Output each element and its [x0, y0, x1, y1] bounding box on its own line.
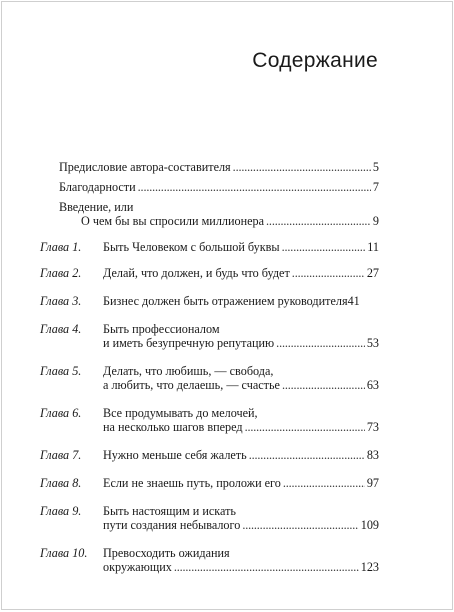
toc-entry-text: Бизнес должен быть отражением руководителя	[103, 294, 348, 308]
toc-entry-text: на несколько шагов вперед	[103, 420, 243, 434]
toc-entry-chapter-7	[103, 448, 379, 462]
chapter-label: Глава 1.	[40, 240, 82, 254]
toc-page-number: 97	[366, 476, 379, 490]
toc-page-number: 83	[366, 448, 379, 462]
page-title: Содержание	[252, 49, 378, 72]
toc-entry-chapter-5-line1: Делать, что любишь, — свобода,	[103, 364, 274, 378]
toc-entry-text: и иметь безупречную репутацию	[103, 336, 275, 350]
toc-page-number: 27	[366, 266, 379, 280]
toc-entry-text: Быть Человеком с большой буквы	[103, 240, 280, 254]
toc-page-number: 63	[366, 378, 379, 392]
chapter-label: Глава 5.	[40, 364, 82, 378]
chapter-label: Глава 4.	[40, 322, 82, 336]
leader-dots	[283, 476, 365, 490]
toc-entry-text: пути создания небывалого	[103, 518, 241, 532]
toc-entry-chapter-3	[103, 294, 379, 308]
toc-entry-text: Если не знаешь путь, проложи его	[103, 476, 281, 490]
toc-entry-chapter-8	[103, 476, 379, 490]
toc-entry-chapter-9-line1: Быть настоящим и искать	[103, 504, 236, 518]
toc-entry-text: О чем бы вы спросили миллионера	[81, 214, 265, 228]
toc-page-number: 123	[360, 560, 379, 574]
toc-page-number: 109	[360, 518, 379, 532]
toc-entry-chapter-1	[103, 240, 379, 254]
toc-entry-preface	[59, 160, 379, 174]
chapter-label: Глава 2.	[40, 266, 82, 280]
leader-dots	[292, 266, 365, 280]
leader-dots	[249, 448, 365, 462]
toc-entry-text: окружающих	[103, 560, 172, 574]
leader-dots	[242, 518, 358, 532]
toc-entry-chapter-10	[103, 560, 379, 574]
toc-entry-chapter-2	[103, 266, 379, 280]
toc-entry-chapter-4	[103, 336, 379, 350]
toc-page-number: 5	[372, 160, 379, 174]
toc-entry-chapter-5	[103, 378, 379, 392]
chapter-label: Глава 3.	[40, 294, 82, 308]
leader-dots	[282, 240, 366, 254]
toc-page-number: 9	[372, 214, 379, 228]
toc-entry-chapter-9	[103, 518, 379, 532]
leader-dots	[276, 336, 365, 350]
toc-page-number: 53	[366, 336, 379, 350]
chapter-label: Глава 6.	[40, 406, 82, 420]
chapter-label: Глава 9.	[40, 504, 82, 518]
chapter-label: Глава 7.	[40, 448, 82, 462]
leader-dots	[266, 214, 371, 228]
toc-entry-acknowledgements	[59, 180, 379, 194]
leader-dots	[282, 378, 365, 392]
book-page	[1, 1, 453, 610]
toc-entry-chapter-4-line1: Быть профессионалом	[103, 322, 220, 336]
toc-page-number: 7	[372, 180, 379, 194]
toc-entry-intro	[81, 214, 379, 228]
leader-dots	[138, 180, 371, 194]
toc-entry-chapter-10-line1: Превосходить ожидания	[103, 546, 230, 560]
leader-dots	[233, 160, 371, 174]
toc-page-number: 73	[366, 420, 379, 434]
toc-page-number: 41	[347, 294, 360, 308]
chapter-label: Глава 8.	[40, 476, 82, 490]
toc-entry-text: а любить, что делаешь, — счастье	[103, 378, 280, 392]
toc-entry-chapter-6	[103, 420, 379, 434]
toc-entry-text: Делай, что должен, и будь что будет	[103, 266, 290, 280]
toc-entry-text: Предисловие автора-составителя	[59, 160, 231, 174]
toc-entry-text: Нужно меньше себя жалеть	[103, 448, 247, 462]
toc-entry-intro-line1: Введение, или	[59, 200, 134, 214]
leader-dots	[245, 420, 365, 434]
toc-entry-chapter-6-line1: Все продумывать до мелочей,	[103, 406, 258, 420]
chapter-label: Глава 10.	[40, 546, 88, 560]
leader-dots	[174, 560, 359, 574]
toc-entry-text: Благодарности	[59, 180, 136, 194]
toc-page-number: 11	[367, 240, 379, 254]
